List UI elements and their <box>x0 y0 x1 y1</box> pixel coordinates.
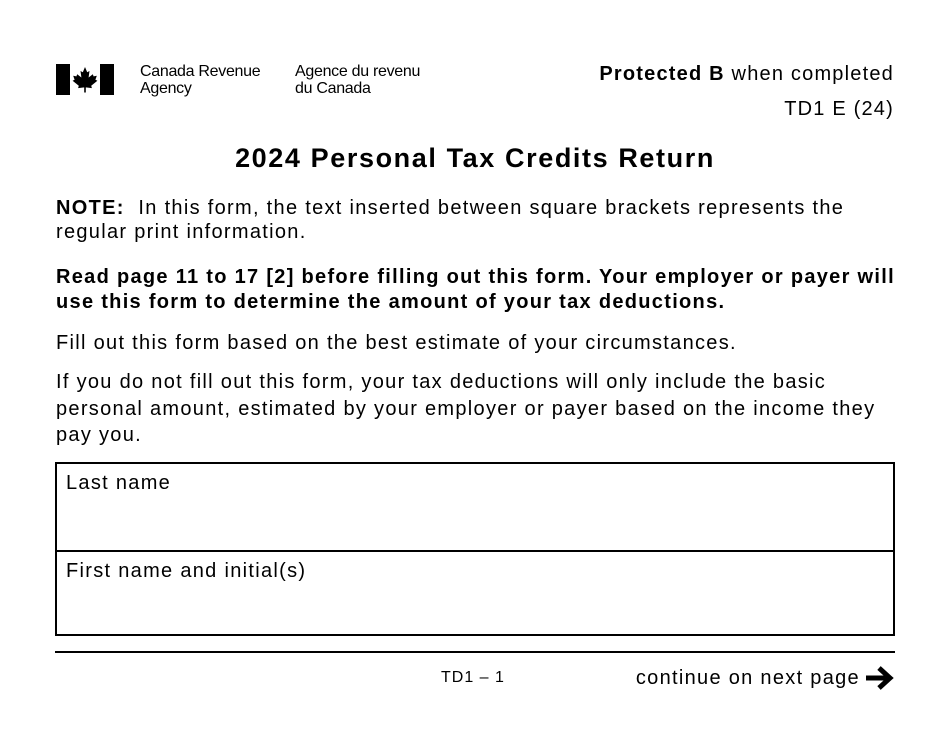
last-name-field[interactable] <box>57 464 893 549</box>
first-name-label: First name and initial(s) <box>66 560 307 582</box>
note-paragraph <box>56 196 906 244</box>
default-deduction-notice: If you do not fill out this form, your tax deductions will only include the basic personal amount, estimated by your employer or payer based on the income they pay you. <box>56 371 876 446</box>
protected-status <box>599 63 894 86</box>
fill-instruction: Fill out this form based on the best estimate of your circumstances. <box>56 332 737 354</box>
continue-text: continue on next page <box>635 666 860 689</box>
name-fields-box <box>55 462 895 636</box>
protected-suffix: when completed <box>724 63 894 85</box>
agency-name-french <box>295 63 420 97</box>
footer-divider <box>55 651 895 653</box>
agency-name-english <box>140 63 260 97</box>
agency-fr-line1: Agence du revenu <box>295 63 421 80</box>
agency-en-line2: Agency <box>140 80 192 97</box>
agency-fr-line2: du Canada <box>295 80 371 97</box>
note-text: In this form, the text inserted between square brackets represents the regular print information. <box>56 197 852 243</box>
page-number: TD1 – 1 <box>441 669 505 686</box>
last-name-label: Last name <box>66 472 172 494</box>
arrow-right-icon <box>864 666 894 690</box>
agency-en-line1: Canada Revenue <box>140 63 261 80</box>
form-code: TD1 E (24) <box>784 98 894 120</box>
protected-level: Protected B <box>599 63 725 85</box>
page-title: 2024 Personal Tax Credits Return <box>235 143 715 173</box>
read-instruction: Read page 11 to 17 [2] before filling out this form. Your employer or payer will use this form to determine the amount of your tax deductions. <box>56 266 895 313</box>
first-name-field[interactable] <box>57 550 893 636</box>
continue-next-page-link[interactable] <box>636 666 894 690</box>
note-label: NOTE: <box>56 197 125 219</box>
canada-flag-icon <box>56 64 114 95</box>
